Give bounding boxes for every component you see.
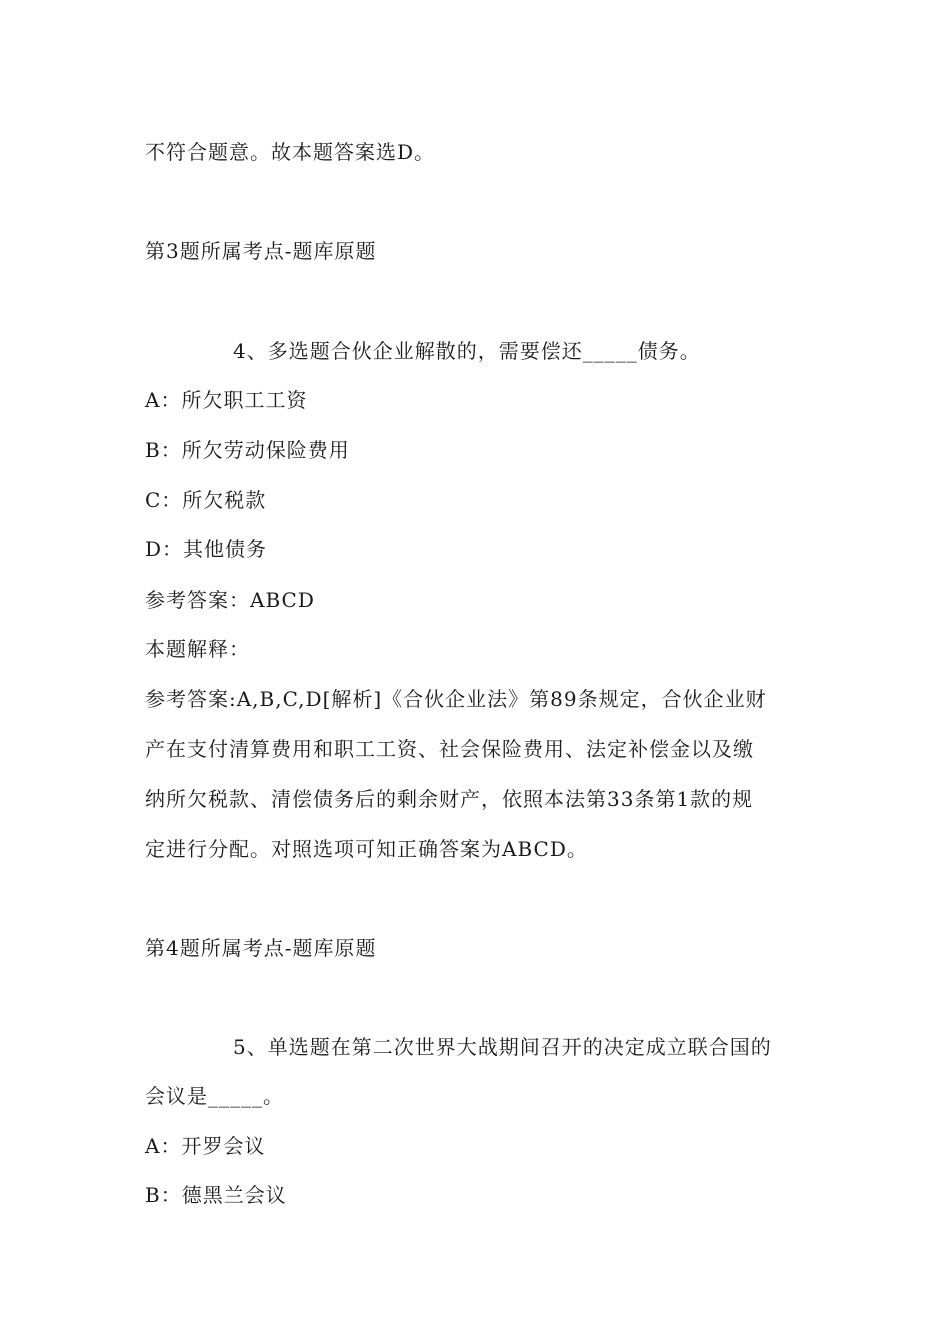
- q5-question-line: 会议是_____。: [145, 1084, 284, 1108]
- q4-explanation-line: 纳所欠税款、清偿债务后的剩余财产，依照本法第33条第1款的规: [145, 787, 754, 811]
- q4-option-c: C：所欠税款: [145, 488, 267, 512]
- q4-option-a: A：所欠职工工资: [145, 388, 308, 412]
- q5-option-a: A：开罗会议: [145, 1134, 266, 1158]
- q4-explanation-line: 产在支付清算费用和职工工资、社会保险费用、法定补偿金以及缴: [145, 737, 754, 761]
- q4-answer: 参考答案：ABCD: [145, 588, 315, 612]
- q5-option-b: B：德黑兰会议: [145, 1183, 287, 1207]
- previous-conclusion: 不符合题意。故本题答案选D。: [145, 140, 436, 164]
- q5-question-line: 5、单选题在第二次世界大战期间召开的决定成立联合国的: [233, 1035, 772, 1059]
- q4-explanation-line: 参考答案:A,B,C,D[解析]《合伙企业法》第89条规定，合伙企业财: [145, 687, 767, 711]
- q3-topic-note: 第3题所属考点-题库原题: [145, 239, 377, 263]
- q4-option-b: B：所欠劳动保险费用: [145, 438, 350, 462]
- q4-topic-note: 第4题所属考点-题库原题: [145, 936, 377, 960]
- q4-question: 4、多选题合伙企业解散的，需要偿还_____债务。: [233, 339, 701, 363]
- q4-explanation-label: 本题解释：: [145, 637, 250, 661]
- q4-explanation-line: 定进行分配。对照选项可知正确答案为ABCD。: [145, 837, 588, 861]
- q4-option-d: D：其他债务: [145, 537, 268, 561]
